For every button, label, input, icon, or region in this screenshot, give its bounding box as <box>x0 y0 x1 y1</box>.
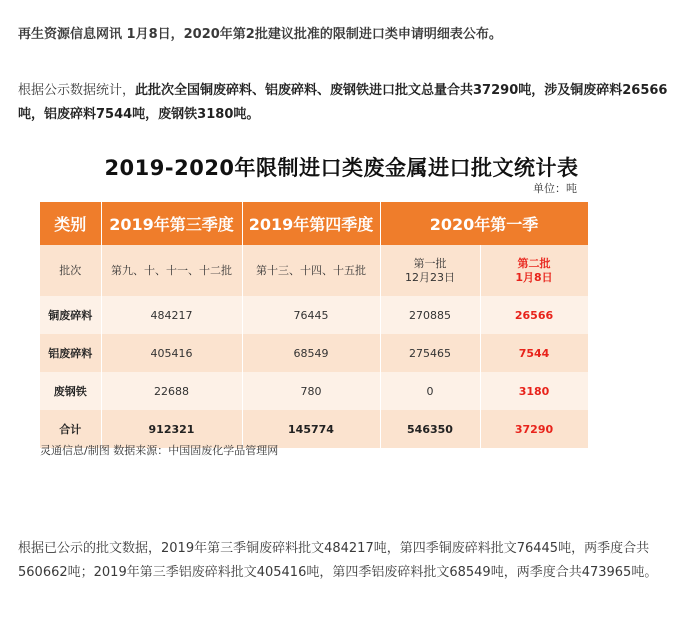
summary-intro: 根据公示数据统计， <box>18 83 136 98</box>
batch-first-name: 第一批 <box>413 256 447 270</box>
batch-label: 批次 <box>40 245 101 296</box>
cell-batch1: 275465 <box>380 334 480 372</box>
cell-q4: 145774 <box>242 410 380 448</box>
permit-statistics-table <box>40 202 589 448</box>
cell-batch1: 270885 <box>380 296 480 334</box>
cell-q3: 912321 <box>101 410 242 448</box>
table-header-row <box>40 202 588 245</box>
row-label: 铜废碎料 <box>40 296 101 334</box>
batch-first-date: 12月23日 <box>405 270 455 284</box>
table-row-copper <box>40 296 588 334</box>
batch-row <box>40 245 588 296</box>
header-2019-q4: 2019年第四季度 <box>242 202 380 245</box>
cell-batch1: 546350 <box>380 410 480 448</box>
cell-batch1: 0 <box>380 372 480 410</box>
table-row-aluminum <box>40 334 588 372</box>
summary-bold: 此批次全国铜废碎料、铝废碎料、废钢铁进口批文总量合共37290吨，涉及铜废碎料26566吨，铝废碎料7544吨，废钢铁3180吨。 <box>18 83 668 122</box>
batch-second <box>480 245 588 296</box>
cell-q3: 484217 <box>101 296 242 334</box>
batch-q3: 第九、十、十一、十二批 <box>101 245 242 296</box>
cell-batch2: 7544 <box>480 334 588 372</box>
header-2019-q3: 2019年第三季度 <box>101 202 242 245</box>
cell-q4: 76445 <box>242 296 380 334</box>
cell-q4: 780 <box>242 372 380 410</box>
row-label: 铝废碎料 <box>40 334 101 372</box>
header-2020-q1: 2020年第一季 <box>380 202 588 245</box>
cell-q3: 22688 <box>101 372 242 410</box>
cell-batch2: 3180 <box>480 372 588 410</box>
batch-first <box>380 245 480 296</box>
batch-second-date: 1月8日 <box>515 270 553 284</box>
lead-paragraph: 再生资源信息网讯 1月8日，2020年第2批建议批准的限制进口类申请明细表公布。 <box>18 27 502 42</box>
header-category: 类别 <box>40 202 101 245</box>
unit-label: 单位：吨 <box>533 182 577 195</box>
batch-q4: 第十三、十四、十五批 <box>242 245 380 296</box>
row-label: 合计 <box>40 410 101 448</box>
source-caption: 灵通信息/制图 数据来源：中国固废化学品管理网 <box>40 444 279 457</box>
cell-batch2: 26566 <box>480 296 588 334</box>
batch-second-name: 第二批 <box>517 256 551 270</box>
table-row-steel <box>40 372 588 410</box>
row-label: 废钢铁 <box>40 372 101 410</box>
cell-q3: 405416 <box>101 334 242 372</box>
cell-batch2: 37290 <box>480 410 588 448</box>
table-title: 2019-2020年限制进口类废金属进口批文统计表 <box>104 156 579 180</box>
cell-q4: 68549 <box>242 334 380 372</box>
summary-paragraph <box>18 79 668 127</box>
detail-paragraph: 根据已公示的批文数据，2019年第三季铜废碎料批文484217吨，第四季铜废碎料批文76445吨，两季度合共560662吨；2019年第三季铝废碎料批文405416吨，第四季铝废碎料批文68549吨，两季度合共473965吨。 <box>18 541 658 580</box>
